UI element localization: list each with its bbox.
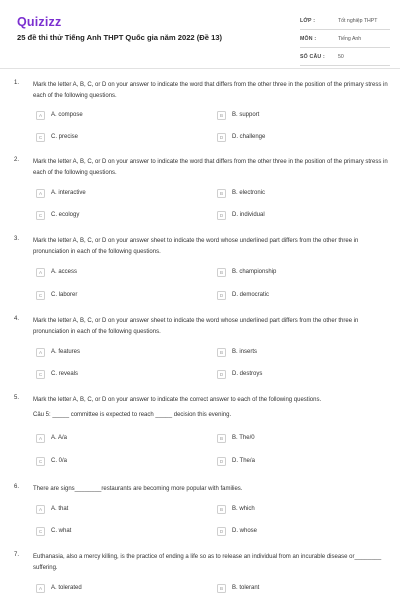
question-number: 2. [14, 157, 20, 163]
page-header [0, 0, 400, 68]
option-letter-box: A [36, 348, 45, 357]
option-text: D. democratic [232, 292, 270, 298]
option-letter-box: A [36, 434, 45, 443]
option-text: A. access [51, 269, 78, 275]
option-text: A. A/a [51, 435, 68, 441]
question-number: 1. [14, 80, 20, 86]
option-text: C. reveals [51, 371, 79, 377]
option-text: C. ecology [51, 212, 80, 218]
option-letter-box: A [36, 189, 45, 198]
option-text: B. tolerant [232, 585, 260, 591]
option-letter-box: D [217, 211, 226, 220]
option-d[interactable] [217, 526, 257, 536]
option-text: C. precise [51, 134, 79, 140]
meta-value: 50 [338, 53, 344, 60]
option-text: A. interactive [51, 190, 86, 196]
option-letter-box: C [36, 457, 45, 466]
option-d[interactable] [217, 210, 265, 220]
option-letter-box: A [36, 268, 45, 277]
option-c[interactable] [36, 526, 71, 536]
option-a[interactable] [36, 188, 86, 198]
question-sub-text: Câu 5: _____ committee is expected to reach _____ decision this evening. [33, 412, 232, 418]
meta-row-class [300, 12, 390, 30]
question-number: 5. [14, 395, 20, 401]
option-a[interactable] [36, 504, 68, 514]
option-text: B. The/0 [232, 435, 255, 441]
meta-row-subject [300, 30, 390, 48]
option-letter-box: A [36, 584, 45, 593]
option-letter-box: B [217, 505, 226, 514]
option-c[interactable] [36, 210, 79, 220]
question-number: 4. [14, 316, 20, 322]
option-text: D. individual [232, 212, 265, 218]
option-letter-box: C [36, 291, 45, 300]
question-text: There are signs________restaurants are becoming more popular with families. [33, 486, 243, 492]
option-letter-box: C [36, 370, 45, 379]
option-a[interactable] [36, 433, 67, 443]
option-letter-box: D [217, 133, 226, 142]
option-text: B. inserts [232, 349, 258, 355]
option-text: A. features [51, 349, 81, 355]
option-text: B. electronic [232, 190, 266, 196]
option-text: D. whose [232, 528, 258, 534]
option-text: D. The/a [232, 458, 255, 464]
option-d[interactable] [217, 132, 265, 142]
option-text: B. which [232, 506, 255, 512]
option-text: C. 0/a [51, 458, 68, 464]
meta-label: MÔN : [300, 35, 317, 42]
option-letter-box: D [217, 527, 226, 536]
option-b[interactable] [217, 583, 259, 593]
question-text: Mark the letter A, B, C, or D on your answer to indicate the word that differs from the other three in the position of the primary stress in each of the following questions. [33, 82, 388, 99]
question-text: Mark the letter A, B, C, or D on your answer sheet to indicate the word whose underlined part differs from the other three in pronunciation in each of the following questions. [33, 238, 359, 255]
option-b[interactable] [217, 110, 259, 120]
quizizz-logo: Quizizz [17, 15, 62, 29]
option-a[interactable] [36, 583, 82, 593]
document-title: 25 đề thi thử Tiếng Anh THPT Quốc gia năm 2022 (Đề 13) [17, 33, 223, 42]
option-c[interactable] [36, 290, 77, 300]
question-number: 7. [14, 552, 20, 558]
option-c[interactable] [36, 456, 67, 466]
option-text: C. laborer [51, 292, 78, 298]
option-letter-box: D [217, 370, 226, 379]
option-letter-box: C [36, 527, 45, 536]
option-letter-box: B [217, 268, 226, 277]
option-letter-box: A [36, 111, 45, 120]
question-text: Euthanasia, also a mercy killing, is the practice of ending a life so as to release an individual from an incurable disease or________ suffering. [33, 554, 382, 571]
option-letter-box: B [217, 189, 226, 198]
option-letter-box: B [217, 434, 226, 443]
option-letter-box: B [217, 584, 226, 593]
option-a[interactable] [36, 267, 77, 277]
option-text: A. that [51, 506, 69, 512]
option-text: D. destroys [232, 371, 263, 377]
option-text: A. compose [51, 112, 83, 118]
question-text: Mark the letter A, B, C, or D on your answer sheet to indicate the word whose underlined part differs from the other three in pronunciation in each of the following questions. [33, 318, 359, 335]
option-c[interactable] [36, 132, 78, 142]
option-a[interactable] [36, 110, 83, 120]
option-text: C. what [51, 528, 72, 534]
option-letter-box: B [217, 111, 226, 120]
option-a[interactable] [36, 347, 80, 357]
question-number: 3. [14, 236, 20, 242]
option-text: B. support [232, 112, 260, 118]
meta-value: Tốt nghiệp THPT [338, 17, 378, 24]
option-d[interactable] [217, 369, 262, 379]
option-text: A. tolerated [51, 585, 82, 591]
meta-label: LỚP : [300, 17, 316, 24]
option-letter-box: A [36, 505, 45, 514]
option-b[interactable] [217, 267, 276, 277]
option-b[interactable] [217, 347, 257, 357]
option-letter-box: C [36, 133, 45, 142]
option-c[interactable] [36, 369, 78, 379]
option-letter-box: D [217, 291, 226, 300]
meta-value: Tiếng Anh [338, 35, 362, 42]
header-divider [0, 68, 400, 69]
meta-row-count [300, 48, 390, 66]
question-number: 6. [14, 484, 20, 490]
option-b[interactable] [217, 433, 255, 443]
meta-table [300, 12, 390, 66]
option-d[interactable] [217, 290, 269, 300]
option-text: B. championship [232, 269, 277, 275]
option-b[interactable] [217, 188, 265, 198]
option-letter-box: C [36, 211, 45, 220]
option-letter-box: B [217, 348, 226, 357]
question-text: Mark the letter A, B, C, or D on your answer to indicate the correct answer to each of the following questions. [33, 397, 322, 403]
meta-label: SỐ CÂU : [300, 53, 325, 60]
question-text: Mark the letter A, B, C, or D on your answer to indicate the word that differs from the other three in the position of the primary stress in each of the following questions. [33, 159, 388, 176]
option-text: D. challenge [232, 134, 266, 140]
option-d[interactable] [217, 456, 255, 466]
option-letter-box: D [217, 457, 226, 466]
option-b[interactable] [217, 504, 255, 514]
